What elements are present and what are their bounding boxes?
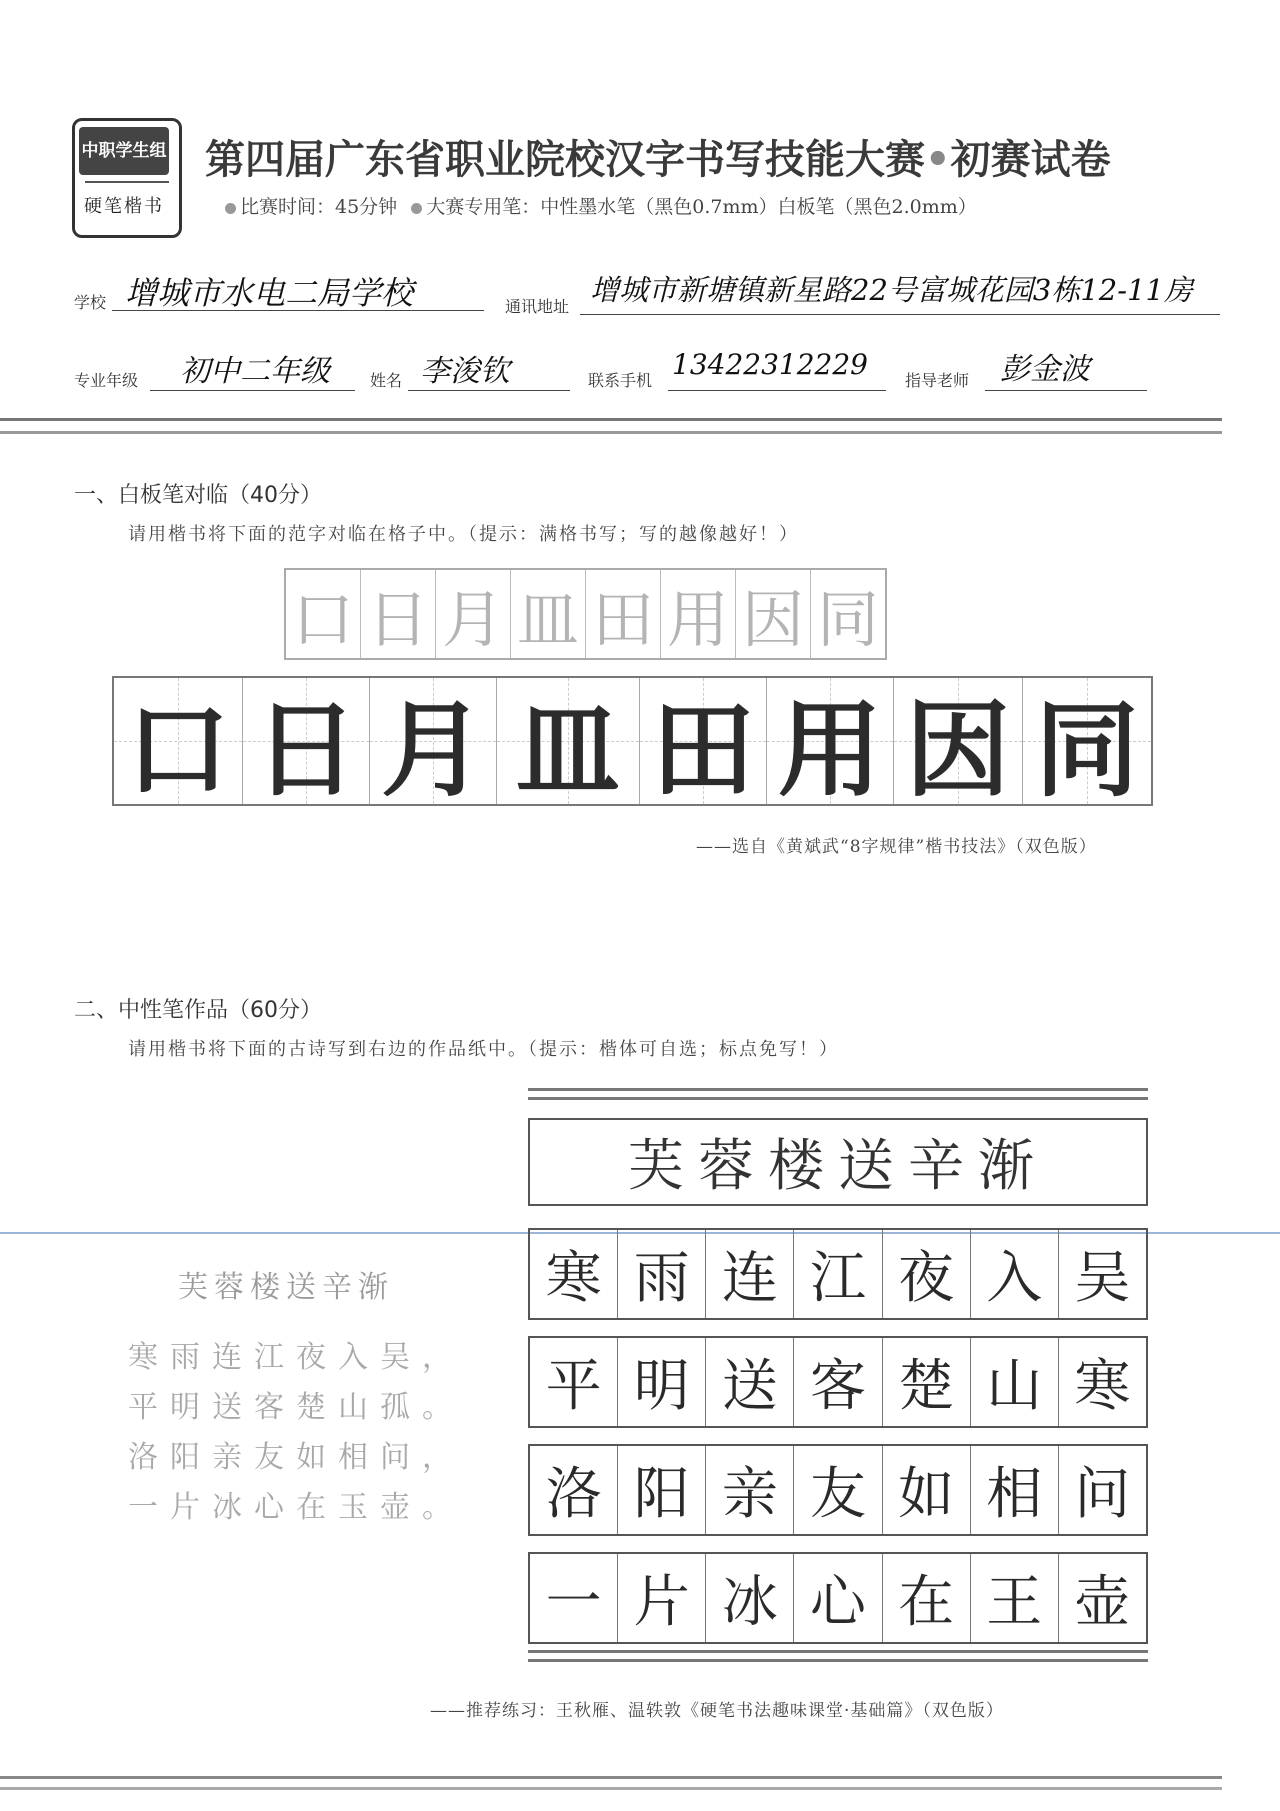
bullet-icon bbox=[225, 203, 236, 214]
poem-line: 平明送客楚山孤。 bbox=[128, 1390, 464, 1425]
section1-heading: 一、白板笔对临（40分） bbox=[74, 483, 322, 508]
grade-label: 专业年级 bbox=[74, 371, 139, 390]
work-cell[interactable]: 相 bbox=[971, 1446, 1059, 1534]
work-cell[interactable]: 一 bbox=[530, 1554, 618, 1642]
badge-divider bbox=[85, 181, 169, 183]
work-cell[interactable]: 友 bbox=[794, 1446, 882, 1534]
work-cell[interactable]: 夜 bbox=[883, 1230, 971, 1318]
phone-underline bbox=[668, 390, 886, 391]
work-cell[interactable]: 心 bbox=[794, 1554, 882, 1642]
section2-recommend: ——推荐练习：王秋雁、温轶敦《硬笔书法趣味课堂·基础篇》（双色版） bbox=[430, 1701, 1004, 1721]
poem-line: 一片冰心在玉壶。 bbox=[128, 1490, 464, 1525]
model-cell: 同 bbox=[1023, 678, 1151, 804]
name-value[interactable]: 李浚钦 bbox=[420, 354, 510, 389]
poem-title: 芙蓉楼送辛渐 bbox=[178, 1270, 394, 1305]
section1-hint: 请用楷书将下面的范字对临在格子中。（提示：满格书写；写的越像越好！） bbox=[128, 524, 799, 545]
page-title bbox=[205, 128, 1111, 185]
practice-cell[interactable]: 因 bbox=[736, 570, 811, 658]
model-grid bbox=[112, 676, 1153, 811]
work-row[interactable] bbox=[528, 1444, 1148, 1536]
teacher-underline bbox=[985, 390, 1147, 391]
practice-cell[interactable]: 月 bbox=[436, 570, 511, 658]
model-cell: 因 bbox=[894, 678, 1023, 804]
work-cell[interactable]: 明 bbox=[618, 1338, 706, 1426]
work-cell[interactable]: 寒 bbox=[530, 1230, 618, 1318]
practice-cell[interactable]: 同 bbox=[816, 582, 879, 656]
model-cell: 田 bbox=[640, 678, 767, 804]
work-cell[interactable]: 如 bbox=[883, 1446, 971, 1534]
poem-line: 寒雨连江夜入吴， bbox=[128, 1340, 464, 1375]
practice-cell[interactable]: 皿 bbox=[511, 570, 586, 658]
work-cell[interactable]: 江 bbox=[794, 1230, 882, 1318]
work-cell[interactable]: 王 bbox=[971, 1554, 1059, 1642]
time-note: 比赛时间：45分钟 bbox=[240, 196, 398, 218]
work-cell[interactable]: 亲 bbox=[706, 1446, 794, 1534]
work-cell[interactable]: 雨 bbox=[618, 1230, 706, 1318]
work-row[interactable] bbox=[528, 1552, 1148, 1644]
badge-category: 硬笔楷书 bbox=[84, 196, 164, 217]
badge-group: 中职学生组 bbox=[79, 127, 169, 175]
work-cell[interactable]: 连 bbox=[706, 1230, 794, 1318]
work-cell[interactable]: 山 bbox=[971, 1338, 1059, 1426]
work-cell[interactable]: 片 bbox=[618, 1554, 706, 1642]
address-label: 通讯地址 bbox=[505, 297, 570, 316]
address-value[interactable]: 增城市新塘镇新星路22号富城花园3栋12-11房 bbox=[590, 273, 1193, 307]
practice-cell[interactable]: 日 bbox=[361, 570, 436, 658]
work-cell[interactable]: 寒 bbox=[1074, 1354, 1131, 1419]
work-cell[interactable]: 壶 bbox=[1074, 1570, 1131, 1635]
work-paper-top-border bbox=[528, 1088, 1148, 1100]
teacher-value[interactable]: 彭金波 bbox=[1000, 352, 1090, 387]
work-cell[interactable]: 吴 bbox=[1074, 1246, 1131, 1311]
work-cell[interactable]: 冰 bbox=[706, 1554, 794, 1642]
section2-heading: 二、中性笔作品（60分） bbox=[74, 998, 322, 1023]
practice-cell[interactable]: 田 bbox=[586, 570, 661, 658]
work-cell[interactable]: 平 bbox=[530, 1338, 618, 1426]
grade-value[interactable]: 初中二年级 bbox=[180, 354, 330, 389]
section2-hint: 请用楷书将下面的古诗写到右边的作品纸中。（提示：楷体可自选；标点免写！） bbox=[128, 1039, 839, 1060]
school-value[interactable]: 增城市水电二局学校 bbox=[125, 274, 414, 312]
work-row[interactable] bbox=[528, 1336, 1148, 1428]
grade-underline bbox=[150, 390, 355, 391]
category-badge bbox=[72, 118, 182, 238]
poem-line: 洛阳亲友如相问， bbox=[128, 1440, 464, 1475]
practice-cell[interactable]: 口 bbox=[286, 570, 361, 658]
model-cell: 皿 bbox=[497, 678, 640, 804]
title-tail: 初赛试卷 bbox=[950, 137, 1111, 183]
practice-grid[interactable] bbox=[284, 568, 887, 660]
work-cell[interactable]: 客 bbox=[794, 1338, 882, 1426]
work-cell[interactable]: 楚 bbox=[883, 1338, 971, 1426]
title-separator: • bbox=[925, 137, 951, 183]
work-cell[interactable]: 入 bbox=[971, 1230, 1059, 1318]
work-cell[interactable]: 问 bbox=[1074, 1462, 1131, 1527]
address-underline bbox=[580, 314, 1220, 315]
school-label: 学校 bbox=[74, 293, 107, 312]
header-divider bbox=[0, 418, 1222, 434]
pen-note: 大赛专用笔：中性墨水笔（黑色0.7mm）白板笔（黑色2.0mm） bbox=[426, 196, 977, 218]
section1-source: ——选自《黄斌武“8字规律”楷书技法》（双色版） bbox=[696, 837, 1097, 857]
work-cell[interactable]: 洛 bbox=[530, 1446, 618, 1534]
work-cell[interactable]: 在 bbox=[883, 1554, 971, 1642]
model-cell: 日 bbox=[243, 678, 370, 804]
work-title-box[interactable]: 芙蓉楼送辛渐 bbox=[528, 1118, 1148, 1206]
exam-notes bbox=[225, 192, 977, 219]
work-paper-bottom-border bbox=[528, 1650, 1148, 1662]
name-label: 姓名 bbox=[370, 371, 403, 390]
phone-label: 联系手机 bbox=[588, 371, 653, 390]
work-cell[interactable]: 阳 bbox=[618, 1446, 706, 1534]
model-cell: 口 bbox=[114, 678, 243, 804]
footer-divider bbox=[0, 1776, 1222, 1790]
bullet-icon bbox=[411, 203, 422, 214]
phone-value[interactable]: 13422312229 bbox=[672, 348, 868, 381]
model-cell: 月 bbox=[370, 678, 497, 804]
school-underline bbox=[112, 310, 484, 311]
model-cell: 用 bbox=[767, 678, 894, 804]
work-row[interactable] bbox=[528, 1228, 1148, 1320]
teacher-label: 指导老师 bbox=[905, 371, 970, 390]
name-underline bbox=[408, 390, 570, 391]
title-main: 第四届广东省职业院校汉字书写技能大赛 bbox=[205, 137, 925, 183]
work-cell[interactable]: 送 bbox=[706, 1338, 794, 1426]
practice-cell[interactable]: 用 bbox=[661, 570, 736, 658]
